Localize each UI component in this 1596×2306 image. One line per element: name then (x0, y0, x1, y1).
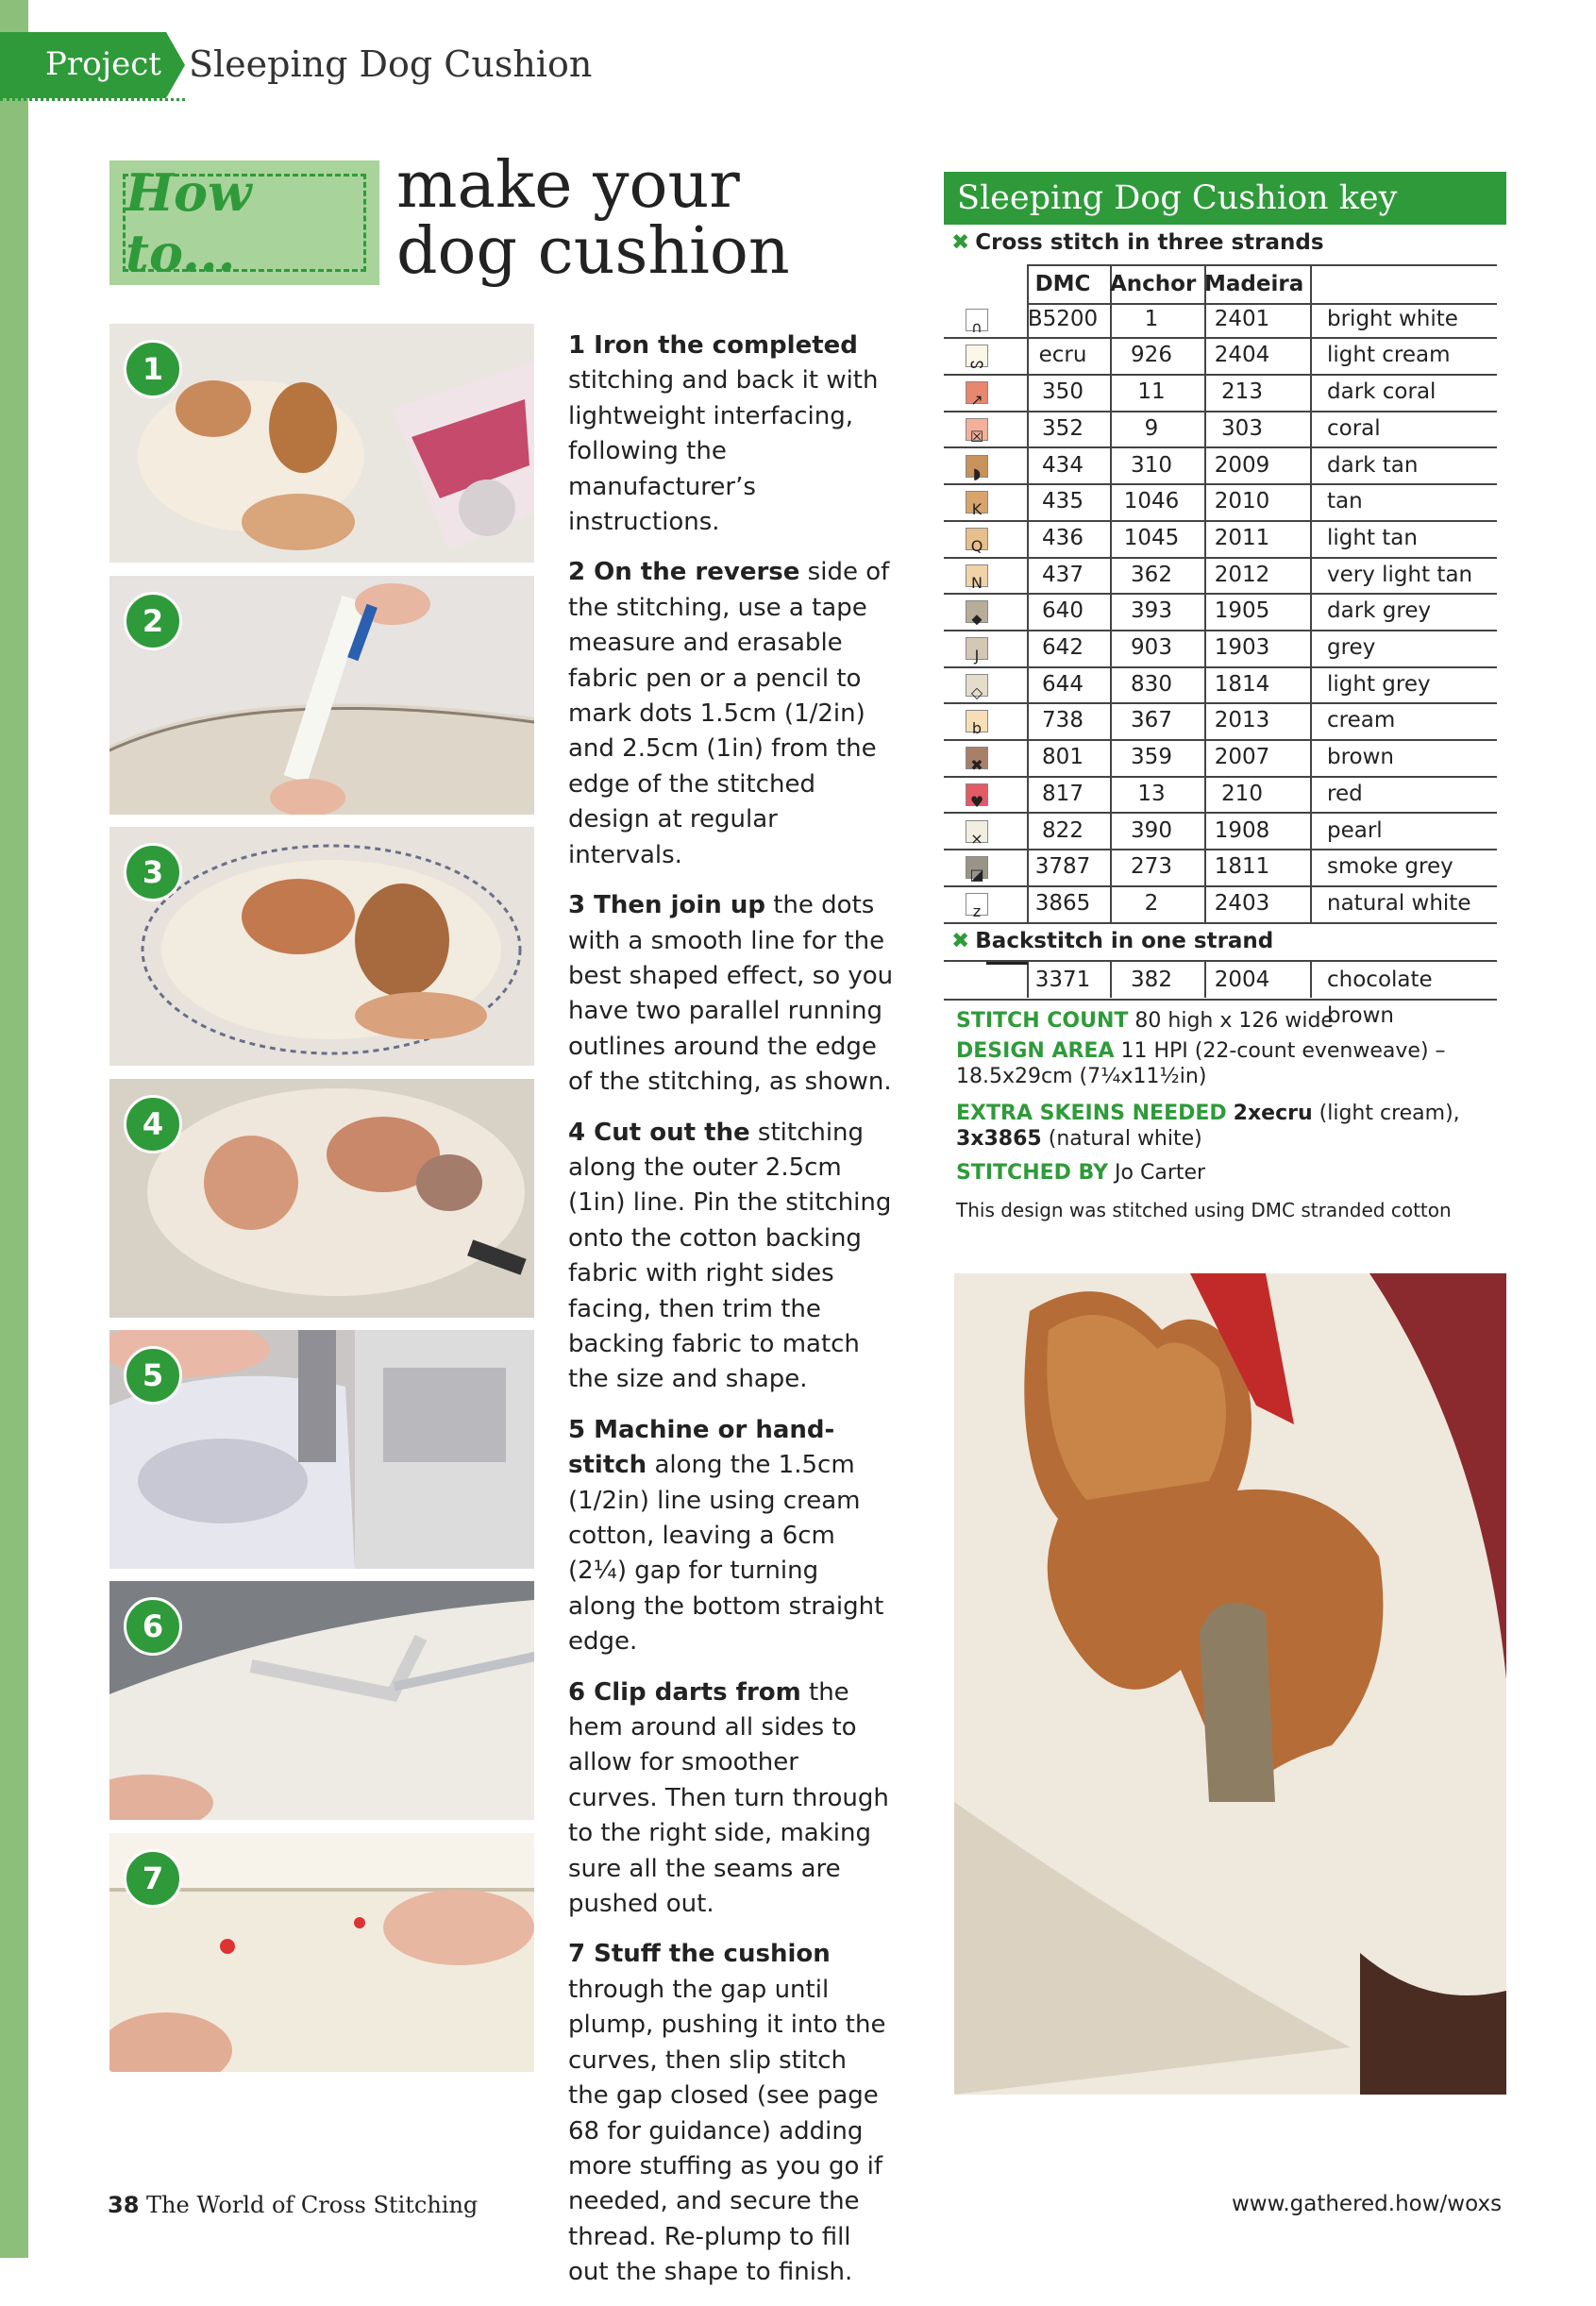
key-row: Q 436 1045 2011 light tan (944, 520, 1497, 559)
cross-icon: ✖ (951, 230, 970, 255)
dmc-code: 801 (1042, 745, 1084, 770)
step-photo-7 (109, 1833, 534, 2072)
step-photo-5 (109, 1330, 534, 1569)
anchor-code: 390 (1131, 817, 1172, 843)
anchor-code: 367 (1131, 708, 1172, 733)
dmc-code: 436 (1042, 525, 1084, 550)
thread-note: This design was stitched using DMC stranded cotton (956, 1199, 1452, 1221)
anchor-code: 926 (1131, 343, 1172, 368)
colour-name: pearl (1327, 817, 1383, 843)
key-row: ☒ 352 9 303 coral (944, 411, 1497, 449)
step-1: 1 Iron the completed stitching and back it with lightweight interfacing, following the manufacturer’s instructions. (568, 331, 879, 537)
colour-name: very light tan (1327, 562, 1473, 587)
colour-name: dark coral (1327, 379, 1436, 405)
madeira-code: 1814 (1214, 671, 1270, 697)
key-row: ◪ 3787 273 1811 smoke grey (944, 849, 1497, 887)
anchor-code: 310 (1131, 452, 1172, 478)
dmc-code: 352 (1042, 415, 1084, 441)
dmc-code: 3787 (1034, 854, 1091, 880)
colour-name: light tan (1327, 525, 1418, 550)
key-row: b 738 367 2013 cream (944, 702, 1497, 741)
dmc-code: ecru (1038, 343, 1087, 368)
dmc-code: 3865 (1034, 890, 1091, 916)
step-photo-2 (109, 576, 534, 815)
dmc-code: 435 (1042, 489, 1084, 514)
key-row: ∩ B5200 1 2401 bright white (944, 301, 1497, 340)
dmc-code: 640 (1042, 598, 1084, 624)
madeira-code: 1811 (1214, 854, 1270, 880)
madeira-code: 213 (1221, 379, 1263, 405)
cross-icon: ✖ (951, 929, 970, 953)
header-divider (0, 98, 185, 101)
step-6: 6 Clip darts from the hem around all sides to allow for smoother curves. Then turn through to the right side, making sure all the seams are pushed out. (568, 1677, 889, 1919)
madeira-code: 2010 (1214, 489, 1270, 514)
step-photo-1 (109, 324, 534, 563)
anchor-code: 1045 (1123, 525, 1180, 550)
anchor-code: 393 (1131, 598, 1172, 624)
madeira-code: 2401 (1214, 306, 1270, 331)
madeira-code: 1903 (1214, 635, 1270, 660)
footer-page: 38 The World of Cross Stitching (108, 2192, 479, 2218)
key-title: Sleeping Dog Cushion key (944, 172, 1506, 225)
key-row: N 437 362 2012 very light tan (944, 557, 1497, 596)
step-badge: 1 (124, 340, 182, 398)
key-row: J 642 903 1903 grey (944, 630, 1497, 668)
step-7: 7 Stuff the cushion through the gap until plump, pushing it into the curves, then slip stitch the gap closed (see page 68 for guidance) adding more stuffing as you go if needed, and secure the thread. Re-plump to fill out the shape to finish. (568, 1940, 886, 2287)
colour-name: grey (1327, 635, 1376, 660)
anchor-code: 903 (1131, 635, 1172, 660)
key-row: ⬥ 640 393 1905 dark grey (944, 593, 1497, 631)
anchor-code: 11 (1137, 379, 1166, 405)
anchor-code: 13 (1137, 781, 1166, 806)
dmc-code: 822 (1042, 817, 1084, 843)
colour-name: cream (1327, 708, 1396, 733)
backstitch-heading: ✖ Backstitch in one strand (951, 929, 1274, 953)
stitch-count: STITCH COUNT 80 high x 126 wide (956, 1009, 1334, 1033)
madeira-code: 2403 (1214, 890, 1270, 916)
headline-line-1: make your (396, 148, 740, 223)
anchor-code: 1 (1144, 306, 1159, 331)
key-header-row: DMC Anchor Madeira (1027, 264, 1497, 305)
step-2: 2 On the reverse side of the stitching, use a tape measure and erasable fabric pen or a pencil to mark dots 1.5cm (1/2in) and 2.5cm (1in) from the edge of the stitched design at regular intervals. (568, 558, 890, 869)
madeira-code: 2404 (1214, 343, 1270, 368)
headline-line-2: dog cushion (396, 214, 790, 289)
anchor-code: 2 (1144, 890, 1159, 916)
how-to-frame (123, 162, 366, 283)
stitched-by: STITCHED BY Jo Carter (956, 1161, 1206, 1185)
step-photo-6 (109, 1581, 534, 1820)
key-row: ♥ 817 13 210 red (944, 776, 1497, 815)
step-4: 4 Cut out the stitching along the outer 2.5cm (1in) line. Pin the stitching onto the cotton backing fabric with right sides facing, then trim the backing fabric to match the size and shape. (568, 1118, 892, 1394)
anchor-code: 362 (1131, 562, 1172, 587)
step-5: 5 Machine or hand-stitch along the 1.5cm (1/2in) line using cream cotton, leaving a 6cm (2¼) gap for turning along the bottom straight edge. (568, 1415, 884, 1657)
key-row: × 822 390 1908 pearl (944, 813, 1497, 851)
colour-name: tan (1327, 489, 1363, 514)
step-photo-4 (109, 1079, 534, 1318)
dmc-code: 738 (1042, 708, 1084, 733)
dmc-code: 642 (1042, 635, 1084, 660)
anchor-code: 9 (1144, 415, 1159, 441)
key-row: z 3865 2 2403 natural white (944, 885, 1497, 924)
key-row: ◇ 644 830 1814 light grey (944, 666, 1497, 705)
key-row: ✖ 801 359 2007 brown (944, 739, 1497, 778)
dmc-code: 437 (1042, 562, 1084, 587)
madeira-code: 2013 (1214, 708, 1270, 733)
anchor-code: 273 (1131, 854, 1172, 880)
instructions (568, 328, 894, 2306)
finished-cushion-photo (954, 1273, 1506, 2095)
anchor-code: 830 (1131, 671, 1172, 697)
dmc-code: 350 (1042, 379, 1084, 405)
side-strip (0, 0, 28, 2258)
page-title: Sleeping Dog Cushion (189, 43, 593, 85)
cross-stitch-heading: ✖ Cross stitch in three strands (951, 230, 1324, 255)
colour-name: smoke grey (1327, 854, 1453, 880)
footer-url: www.gathered.how/woxs (1232, 2192, 1503, 2216)
colour-name: brown (1327, 745, 1395, 770)
step-photo-3 (109, 827, 534, 1066)
colour-name: dark grey (1327, 598, 1432, 624)
step-3: 3 Then join up the dots with a smooth line for the best shaped effect, so you have two parallel running outlines around the edge of the stitching, as shown. (568, 891, 894, 1097)
madeira-code: 303 (1221, 415, 1263, 441)
colour-name: red (1327, 781, 1363, 806)
dmc-code: 434 (1042, 452, 1084, 478)
anchor-code: 1046 (1123, 489, 1180, 514)
step-badge: 4 (124, 1095, 182, 1153)
colour-name: light grey (1327, 671, 1431, 697)
madeira-code: 1905 (1214, 598, 1270, 624)
colour-name: dark tan (1327, 452, 1419, 478)
design-area: DESIGN AREA 11 HPI (22-count evenweave) – 18.5x29cm (7¼x11½in) (956, 1039, 1446, 1088)
madeira-code: 2007 (1214, 745, 1270, 770)
backstitch-row: 3371 382 2004 chocolate brown (944, 960, 1497, 1001)
colour-name: bright white (1327, 306, 1458, 331)
madeira-code: 2012 (1214, 562, 1270, 587)
madeira-code: 210 (1221, 781, 1263, 806)
how-to-label: How to... (126, 162, 252, 283)
step-badge: 6 (124, 1597, 182, 1656)
madeira-code: 1908 (1214, 817, 1270, 843)
colour-name: natural white (1327, 890, 1471, 916)
key-row: ◗ 434 310 2009 dark tan (944, 447, 1497, 486)
extra-skeins: EXTRA SKEINS NEEDED 2xecru (light cream), 3x3865 (natural white) (956, 1102, 1460, 1151)
colour-name: light cream (1327, 343, 1451, 368)
key-row: K 435 1046 2010 tan (944, 483, 1497, 522)
step-badge: 7 (124, 1849, 182, 1908)
madeira-code: 2011 (1214, 525, 1270, 550)
madeira-code: 2009 (1214, 452, 1270, 478)
key-row: ᔕ ecru 926 2404 light cream (944, 337, 1497, 376)
step-badge: 5 (124, 1346, 182, 1405)
how-to-box (109, 160, 379, 285)
step-badge: 2 (124, 592, 182, 650)
dmc-code: 644 (1042, 671, 1084, 697)
headline (396, 148, 790, 289)
colour-name: coral (1327, 415, 1381, 441)
step-badge: 3 (124, 843, 182, 901)
project-tag-label: Project (45, 45, 161, 83)
anchor-code: 359 (1131, 745, 1172, 770)
cushion-closeup (954, 1273, 1506, 2095)
dmc-code: B5200 (1027, 306, 1099, 331)
key-row: ↗ 350 11 213 dark coral (944, 374, 1497, 412)
dmc-code: 817 (1042, 781, 1084, 806)
